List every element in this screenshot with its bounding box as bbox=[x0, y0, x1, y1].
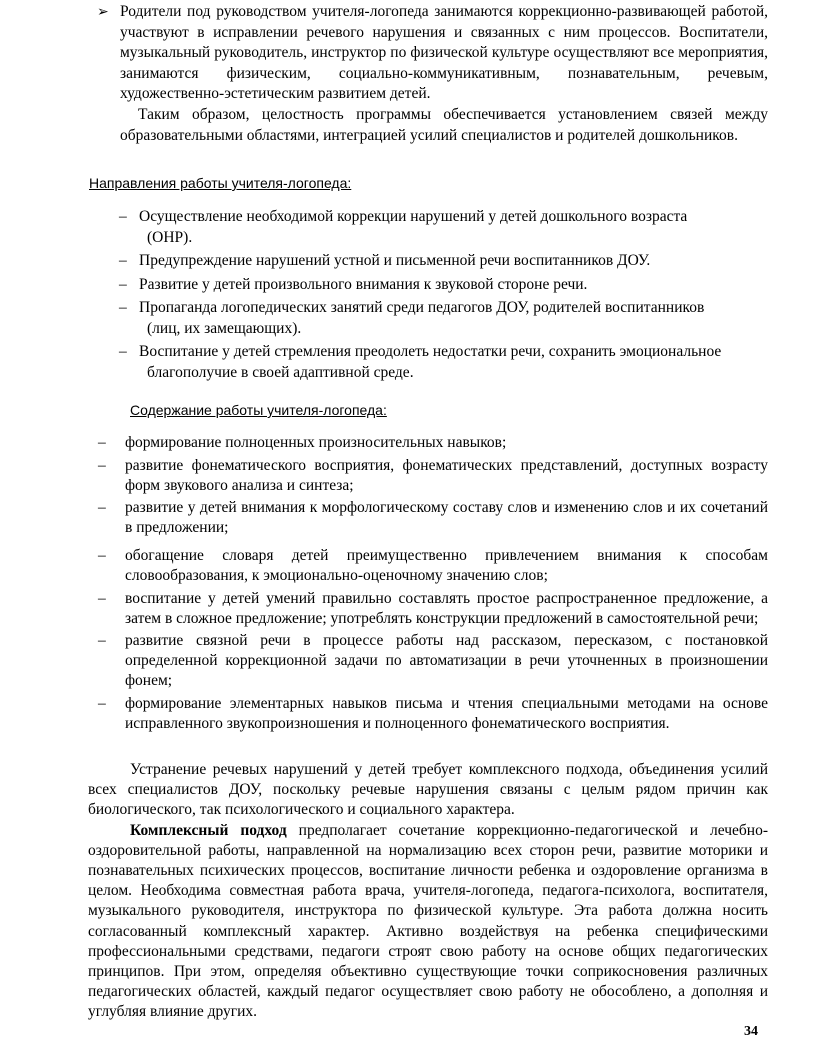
dash-bullet: – bbox=[98, 589, 106, 607]
directions-heading: Направления работы учителя-логопеда: bbox=[89, 175, 352, 191]
list-item bbox=[98, 433, 768, 453]
dash-bullet: – bbox=[119, 252, 127, 270]
list-item-text: воспитание у детей умений правильно составлять простое распространенное предложение, а затем в сложное предложение; употреблять конструкции предложений в самостоятельной речи; bbox=[125, 589, 768, 627]
list-item-line: Пропаганда логопедических занятий среди педагогов ДОУ, родителей воспитанников bbox=[139, 298, 705, 316]
list-item bbox=[119, 297, 779, 339]
list-item bbox=[98, 456, 768, 496]
page-number: 34 bbox=[744, 1024, 758, 1039]
dash-bullet: – bbox=[98, 499, 106, 516]
dash-bullet: – bbox=[98, 456, 106, 474]
list-item-line: Осуществление необходимой коррекции нарушений у детей дошкольного возраста bbox=[139, 208, 688, 225]
intro-paragraph-1: Родители под руководством учителя-логопеда занимаются коррекционно-развивающей работой, участвуют в исправлении речевого нарушения и связанных с ним процессов. Воспитатели, музыкальный руководитель, инструктор по физической культуре осуществляют все мероприятия, занимаются физическим, социально-коммуникативным, познавательным, речевым, художественно-эстетическим развитием детей. bbox=[120, 3, 768, 103]
list-item-continuation: (лиц, их замещающих). bbox=[147, 319, 302, 337]
list-item-line: Предупреждение нарушений устной и письменной речи воспитанников ДОУ. bbox=[139, 252, 651, 270]
list-item-continuation: (ОНР). bbox=[147, 229, 193, 246]
list-item bbox=[98, 589, 768, 629]
dash-bullet: – bbox=[119, 275, 127, 293]
body-paragraph-2-text: предполагает сочетание коррекционно-педагогической и лечебно-оздоровительной работы, направленной на нормализацию всех сторон речи, развитие моторики и познавательных психических процессов, воспитание личности ребенка и оздоровление организма в целом. Необходима совместная работа врача, учителя-логопеда, педагога-психолога, воспитателя, музыкального руководителя, инструктора по физической культуре. Эта работа должна носить согласованный комплексный характер. Активно воздействуя на ребенка специфическими профессиональными средствами, педагоги строят свою работу на основе общих педагогических принципов. При этом, определяя объективно существующие точки соприкосновения различных педагогических областей, каждый педагог осуществляет свою работу не обособлено, а дополняя и углубляя влияние других. bbox=[88, 821, 768, 1021]
list-item bbox=[98, 498, 768, 538]
list-item-continuation: благополучие в своей адаптивной среде. bbox=[147, 364, 414, 382]
list-item bbox=[98, 694, 768, 734]
dash-bullet: – bbox=[119, 298, 127, 316]
list-item bbox=[98, 631, 768, 691]
body-paragraph-1: Устранение речевых нарушений у детей требует комплексного подхода, объединения усилий всех специалистов ДОУ, поскольку речевые нарушения связаны с целым рядом причин как биологического, так психологического и социального характера. bbox=[88, 761, 768, 819]
list-item bbox=[119, 250, 779, 271]
list-item-text: формирование полноценных произносительных навыков; bbox=[125, 434, 507, 451]
content-list bbox=[98, 433, 768, 736]
list-item bbox=[119, 341, 779, 383]
list-item-line: Развитие у детей произвольного внимания к звуковой стороне речи. bbox=[139, 275, 588, 293]
list-item-text: развитие связной речи в процессе работы над рассказом, пересказом, с постановкой определенной коррекционной задачи по автоматизации в речи уточненных в произношении фонем; bbox=[125, 632, 768, 689]
list-item bbox=[119, 206, 779, 248]
intro-paragraph-2: Таким образом, целостность программы обеспечивается установлением связей между образовательными областями, интеграцией усилий специалистов и родителей дошкольников. bbox=[120, 105, 768, 144]
list-item-text: развитие фонематического восприятия, фонематических представлений, доступных возрасту форм звукового анализа и синтеза; bbox=[125, 456, 768, 494]
list-item-text: развитие у детей внимания к морфологическому составу слов и изменению слов и их сочетаний в предложении; bbox=[125, 499, 768, 536]
directions-list bbox=[119, 206, 779, 385]
dash-bullet: – bbox=[98, 434, 106, 451]
dash-bullet: – bbox=[98, 547, 106, 564]
list-item bbox=[119, 274, 779, 295]
content-heading: Содержание работы учителя-логопеда: bbox=[130, 402, 387, 418]
intro-block bbox=[97, 2, 768, 146]
dash-bullet: – bbox=[98, 694, 106, 712]
dash-bullet: – bbox=[119, 343, 127, 361]
body-text bbox=[88, 760, 768, 1023]
bold-term: Комплексный подход bbox=[130, 821, 287, 839]
list-item-text: обогащение словаря детей преимущественно привлечением внимания к способам словообразования, к эмоционально-оценочному значению слов; bbox=[125, 547, 768, 584]
body-paragraph-2 bbox=[88, 821, 768, 1023]
arrow-bullet-icon: ➢ bbox=[97, 4, 109, 20]
dash-bullet: – bbox=[98, 632, 106, 649]
list-item-line: Воспитание у детей стремления преодолеть недостатки речи, сохранить эмоциональное bbox=[139, 343, 722, 361]
dash-bullet: – bbox=[119, 208, 127, 225]
list-item bbox=[98, 546, 768, 586]
list-item-text: формирование элементарных навыков письма и чтения специальными методами на основе исправленного звукопроизношения и полноценного фонематического восприятия. bbox=[125, 694, 768, 732]
